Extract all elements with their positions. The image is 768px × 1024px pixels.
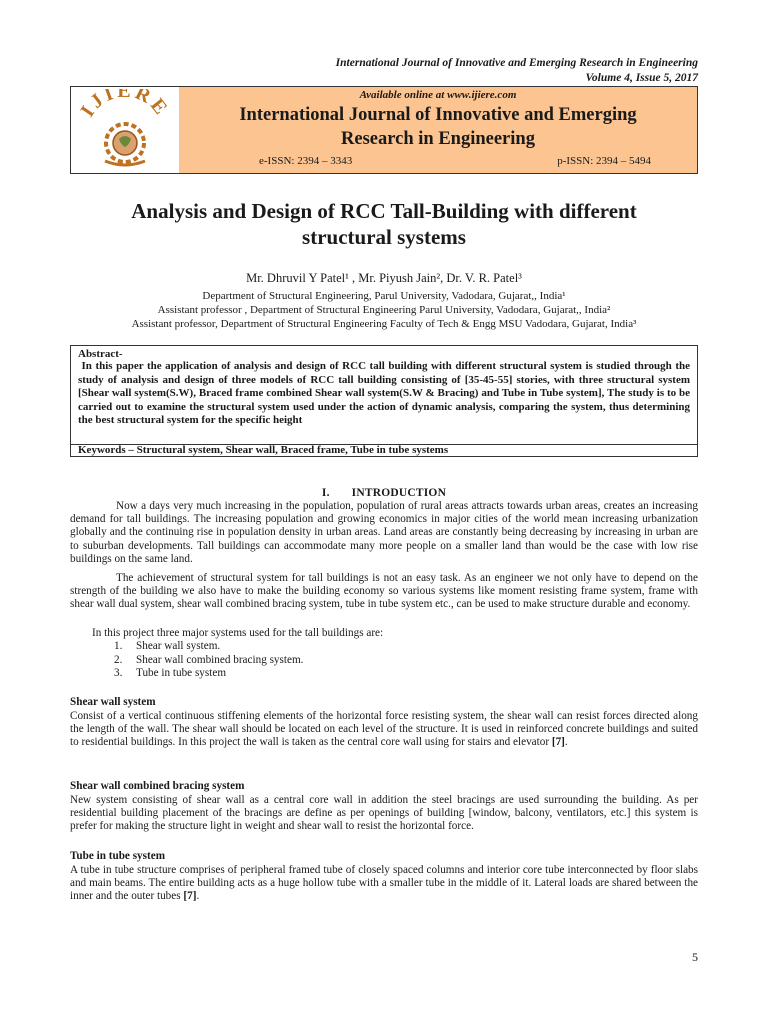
- list-item: 1. Shear wall system.: [114, 640, 221, 652]
- citation: [7]: [551, 736, 565, 749]
- intro-paragraph-1: Now a days very much increasing in the population, population of rural areas attracts towards urban areas, creates an increasing demand for tall buildings. The increasing population and growing economics in major cities of the world mean increasing urbanization globally and the continuing rise in population density in urban areas. Land areas are constantly being decreasing by increasing in urban are to suburban developments. Tall buildings can accommodate many more people on a smaller land than would be the case with low rise buildings on the same land.: [70, 500, 698, 565]
- citation: [7]: [183, 890, 197, 903]
- abstract-text: In this paper the application of analysis and design of RCC tall building with different structural system is studied through the study of analysis and design of three models of RCC tall building consisting of [35-45-55] stories, with three structural system [Shear wall system(S.W), Braced frame combined Shear wall system(S.W & Bracing) and Tube in Tube system], The study is to be carried out to examine the structural system used under the action of dynamic analysis, comparing the system, thus determining the best structural system for the specific height: [78, 360, 690, 426]
- abstract-box: [70, 345, 698, 457]
- subsection-heading-tube: Tube in tube system: [70, 850, 166, 862]
- logo-text: IJIERE: [76, 89, 174, 121]
- bracing-paragraph: New system consisting of shear wall as a central core wall in addition the steel bracings are used surrounding the building. As per residential building placement of the bracings are define as per openings of building [window, balcony, ventilators, etc.] this system is prefer for making the structure light in weight and shear wall to resist the horizontal force.: [70, 794, 698, 833]
- subsection-heading-bracing: Shear wall combined bracing system: [70, 780, 245, 792]
- intro-paragraph-3: In this project three major systems used for the tall buildings are:: [92, 627, 384, 639]
- list-item: 3. Tube in tube system: [114, 667, 227, 679]
- shear-wall-paragraph: Consist of a vertical continuous stiffening elements of the horizontal force resisting system, the shear wall can resist forces directed along the length of the wall. The shear wall should be located on each level of the structure. It is used in reinforced concrete buildings and suited to residential buildings. In this project the wall is taken as the central core wall using for stairs and elevator [7].: [70, 710, 698, 749]
- available-online-text: Available online at www.ijiere.com: [359, 89, 517, 101]
- keywords: Keywords – Structural system, Shear wall, Braced frame, Tube in tube systems: [78, 444, 449, 456]
- intro-paragraph-2: The achievement of structural system for tall buildings is not an easy task. As an engineer we not only have to depend on the strength of the building we also have to make the building economy so various systems like moment resisting frame system, frame with shear wall dual system, shear wall combined bracing system, tube in tube system etc., can be used to make structure durable and economy.: [70, 572, 698, 611]
- section-title: INTRODUCTION: [351, 487, 447, 499]
- paper-title-line-1: Analysis and Design of RCC Tall-Building with different: [131, 199, 637, 223]
- affiliation-2: Assistant professor , Department of Structural Engineering Parul University, Vadodara, Gujarat,, India²: [157, 304, 611, 316]
- running-header-journal: International Journal of Innovative and Emerging Research in Engineering: [335, 57, 698, 69]
- pissn: p-ISSN: 2394 – 5494: [557, 155, 651, 167]
- section-number: I.: [321, 487, 330, 499]
- affiliation-3: Assistant professor, Department of Structural Engineering Faculty of Tech & Engg MSU Vadodara, Gujarat, India³: [131, 318, 637, 330]
- section-heading-introduction: [70, 487, 698, 499]
- tube-paragraph: A tube in tube structure comprises of peripheral framed tube of closely spaced columns and interior core tube interconnected by floor slabs and main beams. The entire building acts as a huge hollow tube with a smaller tube in the middle of it. Lateral loads are shared between the inner and the outer tubes [7].: [70, 864, 698, 903]
- journal-title-line-1: International Journal of Innovative and Emerging: [239, 105, 637, 125]
- journal-logo: [75, 89, 175, 171]
- eissn: e-ISSN: 2394 – 3343: [259, 155, 353, 167]
- svg-text:IJIERE: [76, 89, 173, 121]
- journal-banner: [70, 86, 698, 174]
- list-item: 2. Shear wall combined bracing system.: [114, 654, 304, 666]
- journal-title: [179, 103, 697, 151]
- banner-header-block: [179, 87, 697, 173]
- authors: Mr. Dhruvil Y Patel¹ , Mr. Piyush Jain², Dr. V. R. Patel³: [246, 271, 522, 285]
- journal-title-line-2: Research in Engineering: [341, 129, 535, 149]
- abstract-heading: Abstract-: [78, 348, 123, 360]
- subsection-heading-shear-wall: Shear wall system: [70, 696, 156, 708]
- paper-title: [70, 198, 698, 250]
- page-number: 5: [692, 950, 698, 964]
- running-header-volume: Volume 4, Issue 5, 2017: [585, 72, 698, 84]
- affiliation-1: Department of Structural Engineering, Parul University, Vadodara, Gujarat,, India¹: [202, 290, 566, 302]
- paper-title-line-2: structural systems: [302, 225, 466, 249]
